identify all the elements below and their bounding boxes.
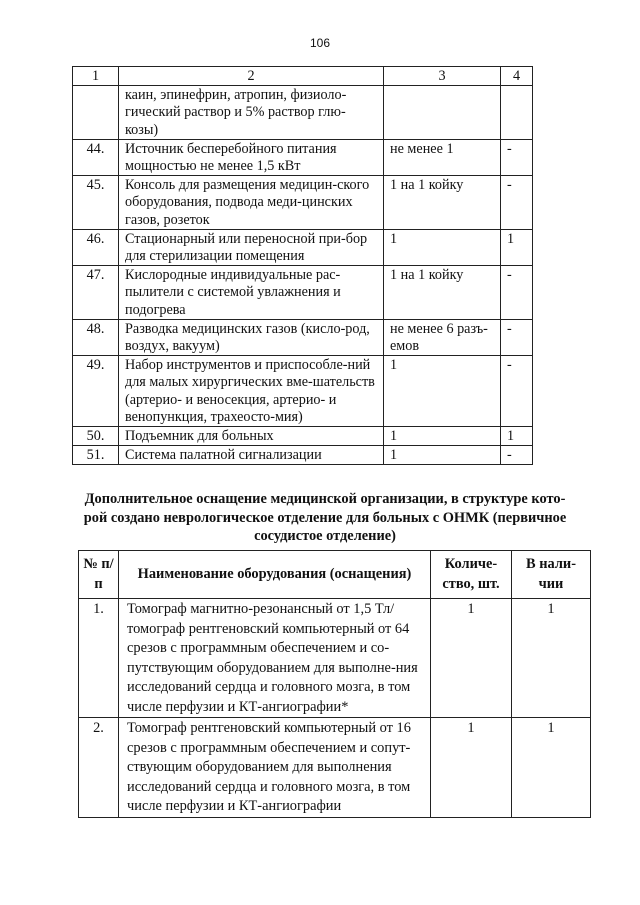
table-row bbox=[73, 229, 533, 265]
table-row bbox=[79, 599, 591, 718]
table-header-row bbox=[79, 551, 591, 599]
additional-equipment-table bbox=[78, 550, 591, 818]
requirement: 1 на 1 койку bbox=[384, 176, 501, 230]
availability: - bbox=[501, 319, 533, 355]
equipment-name: Томограф рентгеновский компьютерный от 16 срезов с программным обеспечением и сопут-ствующим оборудованием для выполнения исследований сердца и головного мозга, в том числе перфузии и КТ-ангиографии bbox=[119, 718, 431, 818]
header-cell: 4 bbox=[501, 67, 533, 86]
header-number: № п/п bbox=[79, 551, 119, 599]
requirement: не менее 1 bbox=[384, 139, 501, 175]
quantity: 1 bbox=[431, 599, 512, 718]
row-number: 44. bbox=[73, 139, 119, 175]
availability: 1 bbox=[512, 599, 591, 718]
requirement: 1 bbox=[384, 229, 501, 265]
availability: - bbox=[501, 356, 533, 427]
table-row bbox=[73, 266, 533, 320]
requirement: 1 на 1 койку bbox=[384, 266, 501, 320]
table-header-row bbox=[73, 67, 533, 86]
equipment-name: Кислородные индивидуальные рас-пылители с системой увлажнения и подогрева bbox=[119, 266, 384, 320]
row-number bbox=[73, 86, 119, 140]
requirement: 1 bbox=[384, 427, 501, 446]
equipment-name: Консоль для размещения медицин-ского оборудования, подвода меди-цинских газов, розеток bbox=[119, 176, 384, 230]
equipment-name: Разводка медицинских газов (кисло-род, воздух, вакуум) bbox=[119, 319, 384, 355]
header-equipment-name: Наименование оборудования (оснащения) bbox=[119, 551, 431, 599]
header-cell: 3 bbox=[384, 67, 501, 86]
availability: 1 bbox=[501, 229, 533, 265]
row-number: 1. bbox=[79, 599, 119, 718]
page-number: 106 bbox=[309, 36, 331, 50]
row-number: 48. bbox=[73, 319, 119, 355]
equipment-name: Источник бесперебойного питания мощностью не менее 1,5 кВт bbox=[119, 139, 384, 175]
requirement: не менее 6 разъ-емов bbox=[384, 319, 501, 355]
equipment-name: Система палатной сигнализации bbox=[119, 446, 384, 465]
equipment-name: Томограф магнитно-резонансный от 1,5 Тл/томограф рентгеновский компьютерный от 64 срезов с программным обеспечением и со-путствующим оборудованием для выполне-ния исследований сердца и головного мозга, в том числе перфузии и КТ-ангиографии* bbox=[119, 599, 431, 718]
row-number: 46. bbox=[73, 229, 119, 265]
row-number: 51. bbox=[73, 446, 119, 465]
equipment-name: Набор инструментов и приспособле-ний для малых хирургических вме-шательств (артерио- и веносекция, артерио- и венопункция, трахеосто-мия) bbox=[119, 356, 384, 427]
availability bbox=[501, 86, 533, 140]
availability: - bbox=[501, 446, 533, 465]
quantity: 1 bbox=[431, 718, 512, 818]
table-row bbox=[79, 718, 591, 818]
row-number: 49. bbox=[73, 356, 119, 427]
equipment-name: Подъемник для больных bbox=[119, 427, 384, 446]
availability: 1 bbox=[512, 718, 591, 818]
table-row bbox=[73, 356, 533, 427]
table-row bbox=[73, 176, 533, 230]
row-number: 50. bbox=[73, 427, 119, 446]
header-quantity: Количе-ство, шт. bbox=[431, 551, 512, 599]
header-cell: 1 bbox=[73, 67, 119, 86]
row-number: 2. bbox=[79, 718, 119, 818]
table-row bbox=[73, 139, 533, 175]
availability: - bbox=[501, 176, 533, 230]
table-row bbox=[73, 446, 533, 465]
row-number: 47. bbox=[73, 266, 119, 320]
header-availability: В нали-чии bbox=[512, 551, 591, 599]
equipment-table-continued bbox=[72, 66, 533, 465]
header-cell: 2 bbox=[119, 67, 384, 86]
equipment-name: каин, эпинефрин, атропин, физиоло-гический раствор и 5% раствор глю-козы) bbox=[119, 86, 384, 140]
requirement bbox=[384, 86, 501, 140]
row-number: 45. bbox=[73, 176, 119, 230]
availability: - bbox=[501, 266, 533, 320]
table-row bbox=[73, 86, 533, 140]
table-row bbox=[73, 319, 533, 355]
section-heading: Дополнительное оснащение медицинской организации, в структуре кото-рой создано неврологическое отделение для больных с ОНМК (первичное сосудистое отделение) bbox=[83, 491, 567, 544]
equipment-name: Стационарный или переносной при-бор для стерилизации помещения bbox=[119, 229, 384, 265]
requirement: 1 bbox=[384, 446, 501, 465]
table-row bbox=[73, 427, 533, 446]
availability: - bbox=[501, 139, 533, 175]
availability: 1 bbox=[501, 427, 533, 446]
requirement: 1 bbox=[384, 356, 501, 427]
